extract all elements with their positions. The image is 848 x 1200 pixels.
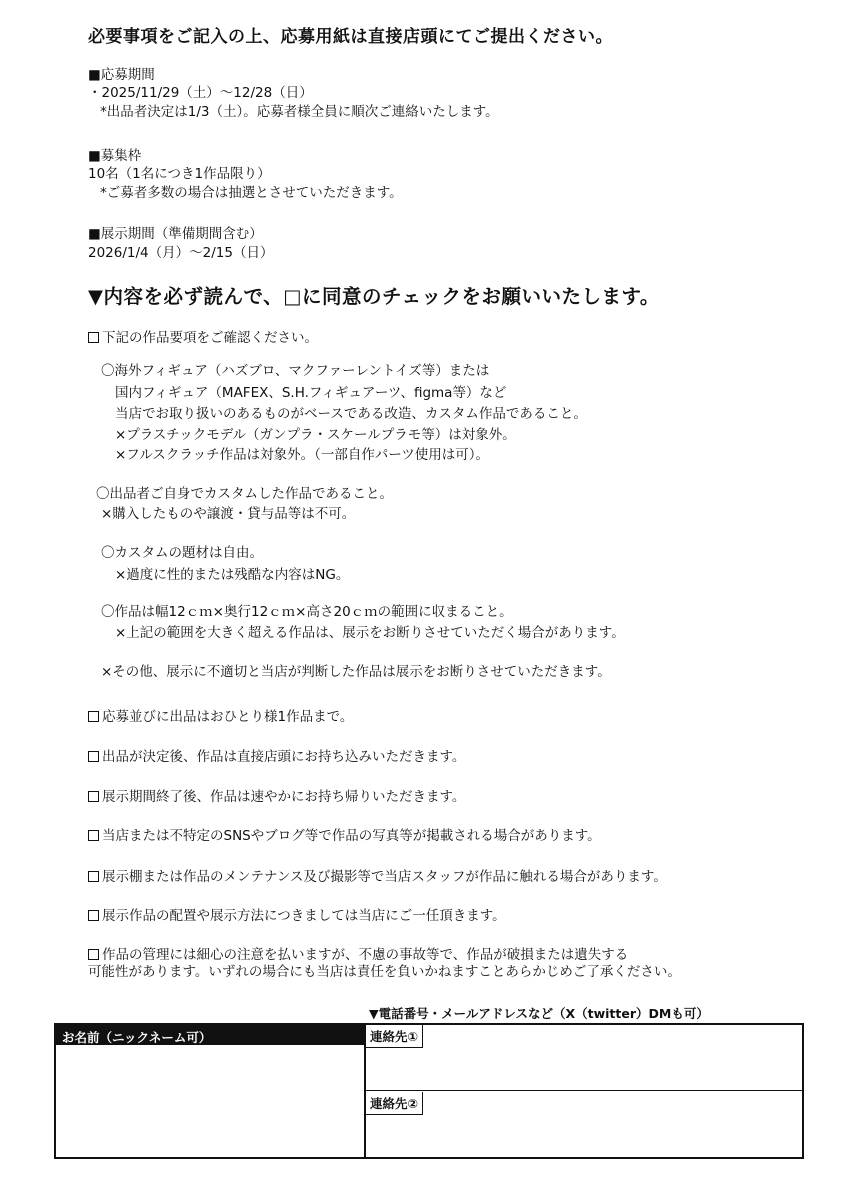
checkbox-icon[interactable] xyxy=(88,332,99,343)
period-dates: ・2025/11/29（土）～12/28（日） xyxy=(88,85,313,101)
name-field-label: お名前（ニックネーム可） xyxy=(56,1025,364,1045)
checkbox-icon[interactable] xyxy=(88,751,99,762)
requirement-line: 当店でお取り扱いのあるものがベースである改造、カスタム作品であること。 xyxy=(115,406,587,422)
requirement-line: ×過度に性的または残酷な内容はNG。 xyxy=(115,567,350,583)
requirement-line: ×フルスクラッチ作品は対象外。（一部自作パーツ使用は可）。 xyxy=(115,447,490,463)
requirement-line: 〇出品者ご自身でカスタムした作品であること。 xyxy=(96,486,393,502)
agreement-check-row[interactable] xyxy=(88,869,667,886)
requirement-line: ×購入したものや譲渡・貸与品等は不可。 xyxy=(101,506,356,522)
checkbox-icon[interactable] xyxy=(88,711,99,722)
check-label: 当店または不特定のSNSやブログ等で作品の写真等が掲載される場合があります。 xyxy=(102,828,601,844)
requirement-line: ×上記の範囲を大きく超える作品は、展示をお断りさせていただく場合があります。 xyxy=(115,625,625,641)
slots-note: *ご募者多数の場合は抽選とさせていただきます。 xyxy=(100,185,403,201)
requirement-line: ×プラスチックモデル（ガンプラ・スケールプラモ等）は対象外。 xyxy=(115,427,516,443)
check-label: 出品が決定後、作品は直接店頭にお持ち込みいただきます。 xyxy=(102,749,466,765)
check-label: 作品の管理には細心の注意を払いますが、不慮の事故等で、作品が破損または遺失する xyxy=(102,947,629,963)
checkbox-icon[interactable] xyxy=(88,871,99,882)
requirement-line: 国内フィギュア（MAFEX、S.H.フィギュアーツ、figma等）など xyxy=(115,385,507,401)
exhibit-label: ■展示期間（準備期間含む） xyxy=(88,226,263,242)
agreement-check-row[interactable] xyxy=(88,789,465,806)
requirement-line: 〇カスタムの題材は自由。 xyxy=(101,545,263,561)
checkbox-icon[interactable] xyxy=(88,949,99,960)
period-label: ■応募期間 xyxy=(88,67,155,83)
agreement-check-row[interactable] xyxy=(88,749,465,766)
agreement-instruction: ▼内容を必ず読んで、□に同意のチェックをお願いいたします。 xyxy=(88,285,660,308)
checkbox-icon[interactable] xyxy=(88,830,99,841)
agreement-check-row[interactable] xyxy=(88,947,628,964)
page-title: 必要事項をご記入の上、応募用紙は直接店頭にてご提出ください。 xyxy=(88,27,613,47)
contact2-label: 連絡先② xyxy=(366,1092,423,1115)
checkbox-icon[interactable] xyxy=(88,910,99,921)
exhibit-dates: 2026/1/4（月）～2/15（日） xyxy=(88,245,274,261)
requirements-check-row[interactable] xyxy=(88,330,318,347)
agreement-check-row[interactable] xyxy=(88,908,506,925)
contact-note: ▼電話番号・メールアドレスなど（X（twitter）DMも可） xyxy=(369,1006,709,1021)
check-label: 展示作品の配置や展示方法につきましては当店にご一任頂きます。 xyxy=(102,908,506,924)
agreement-check-row[interactable] xyxy=(88,828,601,845)
check-label: 展示棚または作品のメンテナンス及び撮影等で当店スタッフが作品に触れる場合があります。 xyxy=(102,869,667,885)
contact-divider xyxy=(364,1090,804,1091)
agreement-check-row[interactable] xyxy=(88,709,353,726)
requirement-line: 〇作品は幅12ｃｍ×奥行12ｃｍ×高さ20ｃｍの範囲に収まること。 xyxy=(101,604,513,620)
contact1-label: 連絡先① xyxy=(366,1025,423,1048)
contact2-input[interactable] xyxy=(368,1114,802,1157)
contact1-input[interactable] xyxy=(368,1047,802,1089)
period-note: *出品者決定は1/3（土）。応募者様全員に順次ご連絡いたします。 xyxy=(100,104,499,120)
check-label-continued: 可能性があります。いずれの場合にも当店は責任を負いかねますことあらかじめご了承ください。 xyxy=(88,964,681,980)
name-input[interactable] xyxy=(58,1047,362,1157)
requirements-intro: 下記の作品要項をご確認ください。 xyxy=(102,330,318,346)
checkbox-icon[interactable] xyxy=(88,791,99,802)
check-label: 応募並びに出品はおひとり様1作品まで。 xyxy=(102,709,354,725)
slots-value: 10名（1名につき1作品限り） xyxy=(88,166,271,182)
slots-label: ■募集枠 xyxy=(88,148,142,164)
requirement-line: ×その他、展示に不適切と当店が判断した作品は展示をお断りさせていただきます。 xyxy=(101,664,611,680)
requirement-line: 〇海外フィギュア（ハズブロ、マクファーレントイズ等）または xyxy=(101,363,490,379)
check-label: 展示期間終了後、作品は速やかにお持ち帰りいただきます。 xyxy=(102,789,466,805)
